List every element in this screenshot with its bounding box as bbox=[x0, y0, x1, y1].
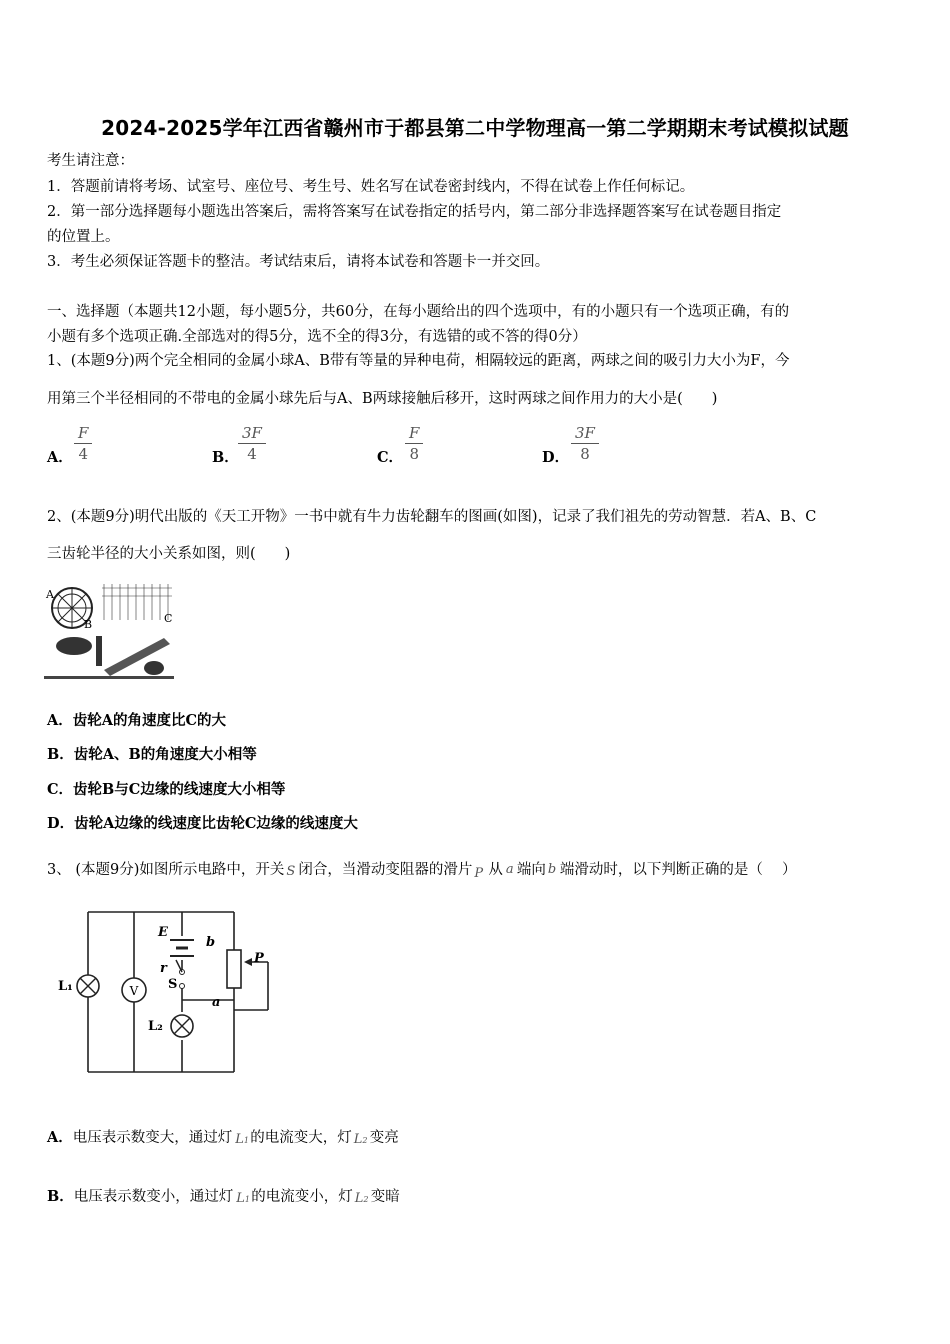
q2-stem-line1: 2、(本题9分)明代出版的《天工开物》一书中就有牛力齿轮翻车的图画(如图)，记录了我们祖先的劳动智慧．若A、B、C bbox=[47, 509, 817, 525]
symbol-l1: L1 bbox=[236, 1191, 250, 1206]
q2-option-d: D．齿轮A边缘的线速度比齿轮C边缘的线速度大 bbox=[47, 815, 358, 832]
symbol-l1: L1 bbox=[235, 1132, 249, 1147]
q1-option-b-label: B． bbox=[212, 449, 239, 466]
label-r: r bbox=[160, 961, 167, 976]
symbol-l2: L2 bbox=[354, 1191, 369, 1206]
symbol-b: b bbox=[547, 862, 557, 877]
notice-item-2-cont: 的位置上。 bbox=[47, 229, 120, 245]
q3-option-a: A．电压表示数变大，通过灯 L1 的电流变大，灯 L2 变亮 bbox=[47, 1128, 399, 1148]
q1-option-c-label: C． bbox=[377, 449, 404, 466]
figure-label-a: A bbox=[46, 588, 54, 601]
label-l1: L₁ bbox=[58, 979, 73, 994]
circuit-diagram bbox=[46, 900, 296, 1100]
q2-option-c: C．齿轮B与C边缘的线速度大小相等 bbox=[47, 781, 286, 798]
label-s: S bbox=[168, 977, 178, 992]
q1-stem-line1: 1、(本题9分)两个完全相同的金属小球A、B带有等量的异种电荷，相隔较远的距离，两球之间的吸引力大小为F，今 bbox=[47, 353, 790, 369]
q2-option-b: B．齿轮A、B的角速度大小相等 bbox=[47, 746, 257, 763]
voltmeter-symbol bbox=[122, 978, 146, 1002]
notice-item-3: 3．考生必须保证答题卡的整洁。考试结束后，请将本试卷和答题卡一并交回。 bbox=[47, 254, 550, 270]
label-p: P bbox=[254, 951, 264, 966]
lamp-l1-symbol bbox=[77, 975, 99, 997]
q2-option-a: A．齿轮A的角速度比C的大 bbox=[47, 712, 227, 729]
figure-label-c: C bbox=[164, 612, 173, 625]
slider-arrow bbox=[244, 958, 252, 966]
q1-option-b-fraction: $\frac{3F}{4}$ bbox=[238, 423, 266, 464]
label-l2: L₂ bbox=[148, 1019, 163, 1034]
circuit-wires bbox=[88, 912, 268, 1072]
label-a: a bbox=[212, 995, 221, 1010]
rheostat-symbol bbox=[227, 950, 241, 988]
q3-option-b: B．电压表示数变小，通过灯 L1 的电流变小，灯 L2 变暗 bbox=[47, 1187, 400, 1207]
lamp-l2-symbol bbox=[171, 1015, 193, 1037]
battery-symbol bbox=[170, 940, 194, 956]
q1-stem-line2: 用第三个半径相同的不带电的金属小球先后与A、B两球接触后移开，这时两球之间作用力的大小是( ) bbox=[47, 391, 718, 407]
q1-option-d-label: D． bbox=[542, 449, 570, 466]
notice-item-2: 2．第一部分选择题每小题选出答案后，需将答案写在试卷指定的括号内，第二部分非选择题答案写在试卷题目指定 bbox=[47, 204, 782, 220]
symbol-p: P bbox=[474, 866, 484, 881]
notice-heading: 考生请注意： bbox=[47, 153, 134, 169]
waterwheel-figure bbox=[44, 580, 174, 682]
q1-option-c-fraction: $\frac{F}{8}$ bbox=[405, 423, 423, 464]
symbol-s: S bbox=[286, 864, 296, 879]
q3-stem: 3、 (本题9分)如图所示电路中，开关 S 闭合，当滑动变阻器的滑片 P 从 a 端向 b 端滑动时，以下判断正确的是（ ） bbox=[47, 860, 796, 880]
label-e: E bbox=[158, 925, 168, 940]
section-heading-line2: 小题有多个选项正确.全部选对的得5分，选不全的得3分，有选错的或不答的得0分） bbox=[47, 329, 587, 345]
page-title: 2024-2025学年江西省赣州市于都县第二中学物理高一第二学期期末考试模拟试题 bbox=[101, 116, 849, 140]
symbol-l2: L2 bbox=[353, 1132, 368, 1147]
notice-item-1: 1．答题前请将考场、试室号、座位号、考生号、姓名写在试卷密封线内，不得在试卷上作任何标记。 bbox=[47, 179, 695, 195]
figure-label-b: B bbox=[84, 618, 93, 631]
q1-option-a-fraction: $\frac{F}{4}$ bbox=[74, 423, 92, 464]
q1-option-d-fraction: $\frac{3F}{8}$ bbox=[571, 423, 599, 464]
label-b: b bbox=[206, 935, 216, 950]
section-heading-line1: 一、选择题（本题共12小题，每小题5分，共60分，在每小题给出的四个选项中，有的小题只有一个选项正确，有的 bbox=[47, 304, 790, 320]
voltmeter-label: V bbox=[129, 984, 139, 998]
q1-option-a-label: A． bbox=[47, 449, 73, 466]
q2-stem-line2: 三齿轮半径的大小关系如图，则( ) bbox=[47, 546, 291, 562]
symbol-a: a bbox=[505, 862, 514, 877]
